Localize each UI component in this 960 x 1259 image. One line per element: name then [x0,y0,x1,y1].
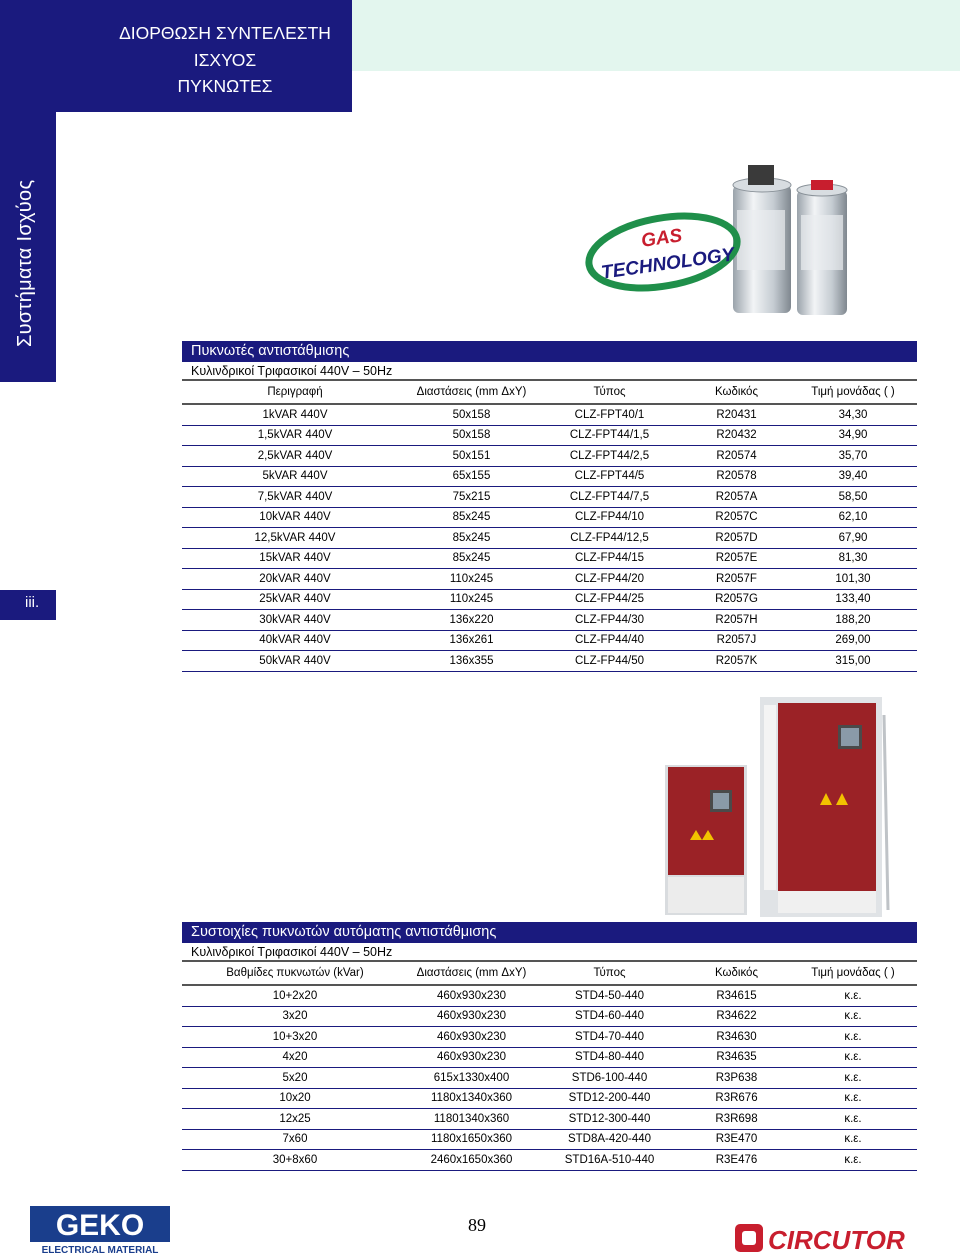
cell-col-4: R34615 [684,985,789,1006]
cell-col-4: R3E476 [684,1150,789,1171]
cell-col-2: 1180x1340x360 [408,1088,535,1109]
geko-logo-text: GEKO [55,1209,145,1242]
cell-col-5: κ.ε. [789,1109,917,1130]
table-row [182,1068,917,1089]
table-row [182,507,917,528]
table-row [182,589,917,610]
col-header-price: Τιμή μονάδας ( ) [789,962,917,985]
cell-col-4: R34630 [684,1027,789,1048]
cell-col-4: R2057K [684,651,789,672]
table-row [182,487,917,508]
cell-col-4: R34635 [684,1047,789,1068]
cell-col-3: CLZ-FP44/20 [535,569,684,590]
cell-col-3: CLZ-FP44/40 [535,630,684,651]
cell-col-4: R2057A [684,487,789,508]
cell-col-5: κ.ε. [789,1150,917,1171]
cell-col-4: R2057E [684,548,789,569]
cell-col-2: 65x155 [408,466,535,487]
cell-col-4: R2057H [684,610,789,631]
cell-col-5: κ.ε. [789,1047,917,1068]
cell-col-2: 460x930x230 [408,985,535,1006]
table-row [182,1027,917,1048]
col-header-dimensions: Διαστάσεις (mm ΔxY) [408,381,535,404]
badge-text-1: GAS [639,225,684,252]
section-marker: iii. [25,594,40,611]
cell-col-4: R2057C [684,507,789,528]
capacitors-table [182,381,917,672]
cell-col-1: 30kVAR 440V [182,610,408,631]
cell-col-1: 10+3x20 [182,1027,408,1048]
cell-col-2: 50x151 [408,446,535,467]
cell-col-4: R3P638 [684,1068,789,1089]
table-row [182,466,917,487]
table-row [182,651,917,672]
cell-col-5: κ.ε. [789,985,917,1006]
col-header-code: Κωδικός [684,962,789,985]
gas-technology-badge [585,205,743,298]
cell-col-2: 110x245 [408,569,535,590]
cell-col-5: 39,40 [789,466,917,487]
table-row [182,404,917,425]
table-row [182,548,917,569]
cell-col-5: 34,90 [789,425,917,446]
cell-col-4: R34622 [684,1006,789,1027]
cabinet-photo [660,695,890,920]
table-row [182,425,917,446]
capacitors-section [182,341,917,672]
table-header-row [182,962,917,985]
cell-col-2: 75x215 [408,487,535,508]
cell-col-4: R2057F [684,569,789,590]
capacitor-photo [585,160,860,325]
cell-col-4: R2057D [684,528,789,549]
circutor-logo-text: CIRCUTOR [768,1225,905,1255]
cell-col-5: 35,70 [789,446,917,467]
cell-col-3: CLZ-FPT40/1 [535,404,684,425]
col-header-dimensions: Διαστάσεις (mm ΔxY) [408,962,535,985]
section-marker-box [0,590,56,620]
table-row [182,1129,917,1150]
title-line-2: ΙΣΧΥΟΣ [193,49,257,70]
table-row [182,610,917,631]
cell-col-4: R2057J [684,630,789,651]
capacitors-title: Πυκνωτές αντιστάθμισης [182,341,917,362]
cell-col-5: 315,00 [789,651,917,672]
cell-col-3: STD4-60-440 [535,1006,684,1027]
capacitors-subtitle: Κυλινδρικοί Τριφασικοί 440V – 50Hz [182,362,917,381]
cell-col-3: CLZ-FP44/30 [535,610,684,631]
cell-col-2: 136x355 [408,651,535,672]
cell-col-1: 5x20 [182,1068,408,1089]
table-row [182,1150,917,1171]
table-row [182,1088,917,1109]
capacitor-banks-section [182,922,917,1171]
page-title [100,20,350,100]
cell-col-4: R2057G [684,589,789,610]
cell-col-3: CLZ-FP44/25 [535,589,684,610]
geko-logo-subtext: ELECTRICAL MATERIAL [41,1245,159,1256]
cell-col-3: STD4-50-440 [535,985,684,1006]
cell-col-3: CLZ-FP44/12,5 [535,528,684,549]
cell-col-5: 67,90 [789,528,917,549]
cell-col-1: 12,5kVAR 440V [182,528,408,549]
cell-col-1: 50kVAR 440V [182,651,408,672]
cell-col-1: 25kVAR 440V [182,589,408,610]
cell-col-5: κ.ε. [789,1006,917,1027]
sidebar-vertical-text: Συστήματα Ισχύος [14,179,36,347]
cell-col-2: 85x245 [408,507,535,528]
cell-col-5: 133,40 [789,589,917,610]
cell-col-2: 136x261 [408,630,535,651]
cell-col-2: 136x220 [408,610,535,631]
col-header-steps: Βαθμίδες πυκνωτών (kVar) [182,962,408,985]
cabinet-small [668,767,744,875]
cell-col-3: STD12-200-440 [535,1088,684,1109]
cell-col-5: 62,10 [789,507,917,528]
table-row [182,1006,917,1027]
cell-col-5: κ.ε. [789,1129,917,1150]
cell-col-2: 2460x1650x360 [408,1150,535,1171]
cell-col-1: 40kVAR 440V [182,630,408,651]
table-row [182,528,917,549]
cell-col-3: CLZ-FPT44/7,5 [535,487,684,508]
col-header-type: Τύπος [535,962,684,985]
capacitor-banks-table [182,962,917,1171]
col-header-code: Κωδικός [684,381,789,404]
cell-col-1: 1kVAR 440V [182,404,408,425]
cell-col-2: 11801340x360 [408,1109,535,1130]
cell-col-4: R20431 [684,404,789,425]
cell-col-1: 3x20 [182,1006,408,1027]
cell-col-3: CLZ-FPT44/1,5 [535,425,684,446]
cell-col-4: R3E470 [684,1129,789,1150]
cell-col-3: CLZ-FPT44/5 [535,466,684,487]
cell-col-1: 1,5kVAR 440V [182,425,408,446]
col-header-price: Τιμή μονάδας ( ) [789,381,917,404]
cell-col-1: 7,5kVAR 440V [182,487,408,508]
cell-col-3: STD12-300-440 [535,1109,684,1130]
cell-col-4: R20578 [684,466,789,487]
cell-col-2: 50x158 [408,404,535,425]
banks-subtitle: Κυλινδρικοί Τριφασικοί 440V – 50Hz [182,943,917,962]
cell-col-3: CLZ-FP44/10 [535,507,684,528]
cell-col-1: 30+8x60 [182,1150,408,1171]
cell-col-1: 10kVAR 440V [182,507,408,528]
table-row [182,446,917,467]
cell-col-4: R20432 [684,425,789,446]
table-row [182,985,917,1006]
cell-col-3: STD4-80-440 [535,1047,684,1068]
cell-col-1: 12x25 [182,1109,408,1130]
cell-col-3: STD16A-510-440 [535,1150,684,1171]
cell-col-3: STD4-70-440 [535,1027,684,1048]
cell-col-5: 34,30 [789,404,917,425]
cell-col-3: CLZ-FP44/50 [535,651,684,672]
table-row [182,569,917,590]
cell-col-5: κ.ε. [789,1027,917,1048]
banks-title: Συστοιχίες πυκνωτών αυτόματης αντιστάθμισης [182,922,917,943]
cell-col-1: 7x60 [182,1129,408,1150]
cell-col-2: 85x245 [408,528,535,549]
table-row [182,1109,917,1130]
cell-col-2: 1180x1650x360 [408,1129,535,1150]
circutor-logo [735,1220,915,1256]
cell-col-1: 4x20 [182,1047,408,1068]
table-header-row [182,381,917,404]
cell-col-5: κ.ε. [789,1068,917,1089]
table-row [182,1047,917,1068]
cell-col-2: 85x245 [408,548,535,569]
cell-col-2: 460x930x230 [408,1047,535,1068]
cell-col-4: R3R698 [684,1109,789,1130]
cell-col-2: 460x930x230 [408,1006,535,1027]
cell-col-3: STD6-100-440 [535,1068,684,1089]
cell-col-3: CLZ-FP44/15 [535,548,684,569]
cell-col-5: 81,30 [789,548,917,569]
cell-col-5: 58,50 [789,487,917,508]
title-line-1: ΔΙΟΡΘΩΣΗ ΣΥΝΤΕΛΕΣΤΗ [119,23,331,43]
cell-col-1: 2,5kVAR 440V [182,446,408,467]
cell-col-5: 188,20 [789,610,917,631]
cell-col-5: 269,00 [789,630,917,651]
header-band [352,0,960,71]
cell-col-5: 101,30 [789,569,917,590]
cell-col-1: 10x20 [182,1088,408,1109]
col-header-type: Τύπος [535,381,684,404]
geko-logo [30,1206,170,1256]
page-number: 89 [468,1215,486,1235]
cell-col-1: 10+2x20 [182,985,408,1006]
title-line-3: ΠΥΚΝΩΤΕΣ [177,76,273,96]
cell-col-2: 50x158 [408,425,535,446]
table-row [182,630,917,651]
cell-col-4: R3R676 [684,1088,789,1109]
cell-col-2: 615x1330x400 [408,1068,535,1089]
cell-col-2: 110x245 [408,589,535,610]
cell-col-3: CLZ-FPT44/2,5 [535,446,684,467]
cell-col-2: 460x930x230 [408,1027,535,1048]
cell-col-3: STD8A-420-440 [535,1129,684,1150]
cell-col-5: κ.ε. [789,1088,917,1109]
badge-text-2: TECHNOLOGY [599,244,736,284]
cell-col-4: R20574 [684,446,789,467]
col-header-description: Περιγραφή [182,381,408,404]
cell-col-1: 5kVAR 440V [182,466,408,487]
cell-col-1: 20kVAR 440V [182,569,408,590]
cell-col-1: 15kVAR 440V [182,548,408,569]
